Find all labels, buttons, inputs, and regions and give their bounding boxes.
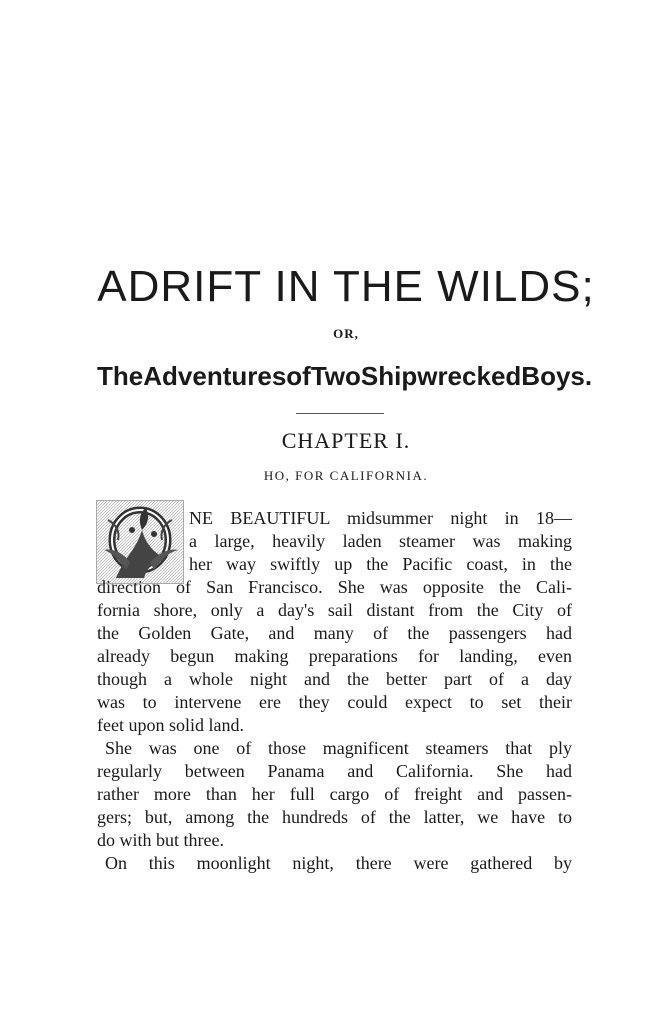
chapter-body bbox=[97, 507, 572, 875]
text-line: gers; but, among the hundreds of the latter, we have to bbox=[97, 807, 572, 827]
chapter-subtitle: HO, FOR CALIFORNIA. bbox=[263, 468, 429, 483]
subtitle-word: Two bbox=[310, 361, 361, 391]
book-subtitle bbox=[97, 361, 593, 392]
text-line: though a whole night and the better part of a day bbox=[97, 669, 572, 689]
chapter-heading: CHAPTER I. bbox=[281, 428, 411, 453]
or-line: OR, bbox=[333, 326, 359, 341]
subtitle-word: Shipwrecked bbox=[360, 361, 522, 391]
section-divider bbox=[296, 413, 384, 414]
text-line: On this moonlight night, there were gathered by bbox=[105, 853, 572, 873]
book-title: ADRIFT IN THE WILDS; bbox=[97, 262, 595, 311]
text-line: fornia shore, only a day's sail distant from the City of bbox=[97, 600, 572, 620]
text-line: the Golden Gate, and many of the passengers had bbox=[97, 623, 572, 643]
text-line: rather more than her full cargo of freight and passen- bbox=[97, 784, 572, 804]
text-line: She was one of those magnificent steamers that ply bbox=[105, 738, 572, 758]
subtitle-word: Boys. bbox=[521, 361, 593, 391]
subtitle-word: of bbox=[286, 361, 311, 391]
text-line: feet upon solid land. bbox=[97, 715, 244, 735]
text-line: direction of San Francisco. She was opposite the Cali- bbox=[97, 577, 572, 597]
text-line: was to intervene ere they could expect to set their bbox=[97, 692, 572, 712]
text-line: NE BEAUTIFUL midsummer night in 18— bbox=[189, 508, 572, 528]
text-line: already begun making preparations for landing, even bbox=[97, 646, 572, 666]
text-line: her way swiftly up the Pacific coast, in the bbox=[189, 554, 572, 574]
text-line: a large, heavily laden steamer was making bbox=[189, 531, 572, 551]
text-line: regularly between Panama and California. She had bbox=[97, 761, 572, 781]
subtitle-word: The bbox=[97, 361, 144, 391]
subtitle-word: Adventures bbox=[143, 361, 287, 391]
text-line: do with but three. bbox=[97, 830, 224, 850]
